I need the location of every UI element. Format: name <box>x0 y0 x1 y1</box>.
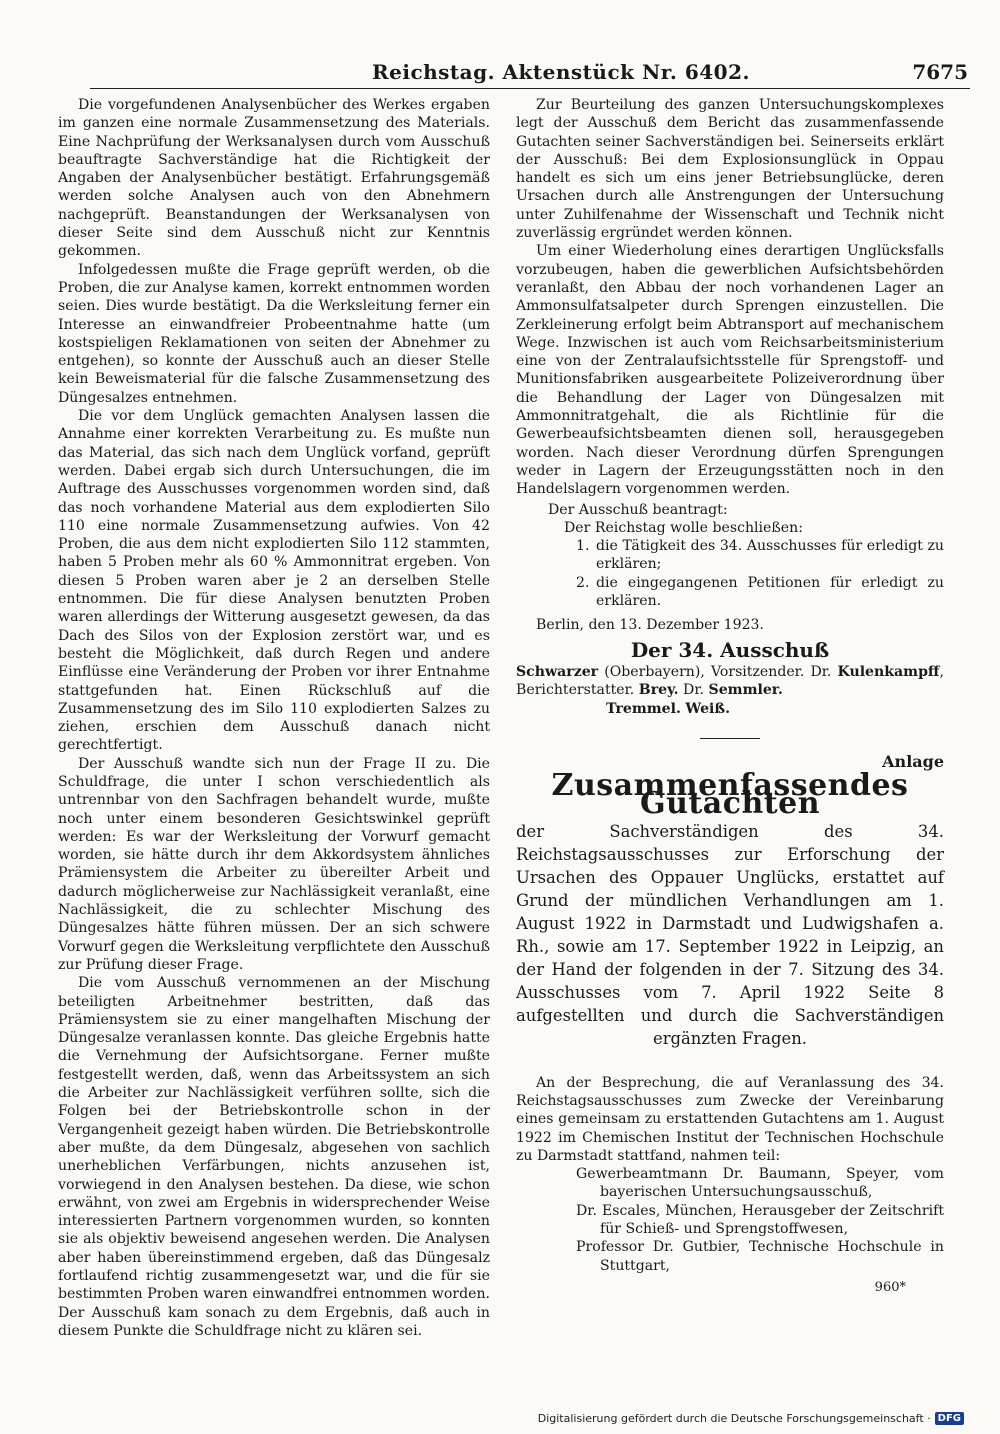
resolution-intro: Der Reichstag wolle beschließen: <box>564 519 803 536</box>
page-number: 7675 <box>912 60 968 84</box>
participant: Professor Dr. Gutbier, Technische Hochschule in Stuttgart, <box>576 1239 944 1274</box>
signer-member: Tremmel. <box>606 700 681 717</box>
list-text: die eingegangenen Petitionen für erledigt zu erklären. <box>596 574 944 610</box>
paragraph: Um einer Wiederholung eines derartigen Unglücksfalls vorzubeugen, haben die gewerblichen Aufsichtsbehörden veranlaßt, den Abbau der noch vorhandenen Lager an Ammonsulfatsalpeter durch Sprengen einzustellen. Die Zerkleinerung erfolgt beim Abtransport auf mechanischem Wege. Inzwischen ist auch vom Reichsarbeitsministerium eine von der Zentralaufsichtsstelle für Sprengstoff- und Munitionsfabriken ausgearbeitete Polizeiverordnung über die Behandlung der Lager von Düngesalzen mit Ammonnitratgehalt, die als Richtlinie für die Gewerbeaufsichtsbeamten dienen soll, herausgegeben worden. Nach dieser Verordnung dürfen Sprengungen weder in Lagern der Erzeugungsstätten noch in den Handelslagern vorgenommen werden. <box>516 243 944 498</box>
spacer <box>516 1050 944 1074</box>
signer-member: Weiß. <box>685 700 731 717</box>
paragraph: Die vom Ausschuß vernommenen an der Mischung beteiligten Arbeitnehmer bestritten, daß das Prämiensystem sie zu einer mangelhaften Mischung der Düngesalze veranlassen konnte. Das gleiche Ergebnis hatte die Vernehmung der Aufsichtsorgane. Ferner mußte festgestellt werden, daß, wenn das Arbeitssystem an sich die Arbeiter zur Nachlässigkeit verführen sollte, sich die Folgen bei der Betriebskontrolle schon in der Vergangenheit gezeigt haben würden. Die Betriebskontrolle aber mußte, da dem Düngesalz, abgesehen von sachlich unerheblichen Verfärbungen, nichts anzusehen ist, vorwiegend in den Analysen bestehen. Da diese, wie schon erwähnt, von zwei am Ergebnis in widersprechender Weise interessierten Partnern vorgenommen wurden, so konnten sie als objektiv beweisend angesehen werden. Die Analysen aber haben übereinstimmend ergeben, daß das Düngesalz fortlaufend richtig zusammengesetzt war, und die für sie bestimmten Proben waren einwandfrei entnommen worden. Der Ausschuß kam sonach zu dem Ergebnis, daß auch in diesem Punkte die Schuldfrage nicht zu klären sei. <box>58 975 490 1339</box>
signer-member: Brey. <box>638 682 679 699</box>
signer-chair: Schwarzer <box>516 663 599 680</box>
paragraph: Die vorgefundenen Analysenbücher des Werkes ergaben im ganzen eine normale Zusammensetzung des Materials. Eine Nachprüfung der Werksanalysen durch vom Ausschuß beauftragte Sachverständige hat die Richtigkeit der Angaben der Analysenbücher bestätigt. Erfahrungsgemäß werden solche Analysen auch von den Abnehmern nachgeprüft. Beanstandungen der Werksanalysen von dieser Seite sind dem Ausschuß nicht zur Kenntnis gekommen. <box>58 97 490 260</box>
paragraph: An der Besprechung, die auf Veranlassung des 34. Reichstagsausschusses zum Zwecke der Vereinbarung eines gemeinsam zu erstattenden Gutachtens am 1. August 1922 im Chemischen Institut der Technischen Hochschule zu Darmstadt stattfand, nahmen teil: <box>516 1074 944 1164</box>
report-title: Zusammenfassendes Gutachten <box>551 768 909 822</box>
list-item <box>516 574 944 611</box>
paragraph: Die vor dem Unglück gemachten Analysen lassen die Annahme einer korrekten Verarbeitung zu. Es mußte nun das Material, das sich nach dem Unglück vorfand, geprüft werden. Dabei ergab sich durch Untersuchungen, die im Auftrage des Ausschusses vorgenommen worden sind, daß das noch vorhandene Material aus dem explodierten Silo 110 eine normale Zusammensetzung aufwies. Von 42 Proben, die aus dem nicht explodierten Silo 112 stammten, haben 5 Proben mehr als 60 % Ammonnitrat ergeben. Von diesen 5 Proben waren aber je 2 an derselben Stelle entnommen. Die für diese Analysen benutzten Proben waren allerdings der Witterung ausgesetzt gewesen, da das Dach des Silos von der Explosion zerstört war, und es besteht die Möglichkeit, daß durch Regen und andere Einflüsse eine Veränderung der Proben vor ihrer Entnahme stattgefunden hat. Einen Rückschluß auf die Zusammensetzung des im Silo 110 explodierten Salzes zu ziehen, erschien dem Ausschuß danach nicht gerechtfertigt. <box>58 408 490 754</box>
paragraph: Der Ausschuß wandte sich nun der Frage II zu. Die Schuldfrage, die unter I schon verschiedentlich als untrennbar von den Sachfragen behandelt wurde, mußte noch unter einem besonderen Gesichtswinkel geprüft werden: Es war der Werksleitung der Vorwurf gemacht worden, sie hätte durch ihr dem Akkordsystem ähnliches Prämiensystem die Arbeiter zu übereilter Arbeit und dadurch möglicherweise zur Nachlässigkeit veranlaßt, eine Nachlässigkeit, die zu schlechter Mischung des Düngesalzes hätte führen müssen. Der an sich schwere Vorwurf gegen die Werksleitung verpflichtete den Ausschuß zur Prüfung dieser Frage. <box>58 755 490 973</box>
committee-heading: Der 34. Ausschuß <box>630 637 830 662</box>
right-column <box>516 96 944 1297</box>
report-subtitle: der Sachverständigen des 34. Reichstagsausschusses zur Erforschung der Ursachen des Oppauer Unglücks, erstattet auf Grund der mündlichen Verhandlungen am 1. August 1922 in Darmstadt und Ludwigshafen a. Rh., sowie am 17. September 1922 in Leipzig, an der Hand der folgenden in der 7. Sitzung des 34. Ausschusses vom 7. April 1922 Seite 8 aufgestellten und durch die Sachverständigen ergänzten Fragen. <box>516 821 944 1048</box>
participant: Gewerbeamtmann Dr. Baumann, Speyer, vom bayerischen Untersuchungsausschuß, <box>576 1166 944 1201</box>
signer-rapporteur: Kulenkampff <box>837 663 940 680</box>
left-column <box>58 96 490 1340</box>
participant: Dr. Escales, München, Herausgeber der Zeitschrift für Schieß- und Sprengstoffwesen, <box>576 1202 944 1238</box>
signer-chair-role: (Oberbayern), Vorsitzender. Dr. <box>598 663 838 680</box>
list-number: 2. <box>576 574 590 591</box>
paragraph: Zur Beurteilung des ganzen Untersuchungskomplexes legt der Ausschuß dem Bericht das zusammenfassende Gutachten seiner Sachverständigen bei. Seinerseits erklärt der Ausschuß: Bei dem Explosionsunglück in Oppau handelt es sich um eins jener Betriebsunglücke, deren Ursachen durch alle Anstrengungen der Untersuchung unter Zuhilfenahme der Wissenschaft und Technik nicht zuverlässig ergründet werden können. <box>516 97 944 242</box>
signers <box>516 663 944 718</box>
list-number: 1. <box>576 538 590 555</box>
running-title: Reichstag. Aktenstück Nr. 6402. <box>372 60 750 84</box>
signer-member: Semmler. <box>708 682 783 699</box>
page-header <box>90 58 970 89</box>
section-divider <box>700 738 760 739</box>
annex-label: Anlage <box>882 751 944 771</box>
list-item <box>516 537 944 574</box>
signer-prefix: Dr. <box>678 682 709 699</box>
signature-mark: 960* <box>874 1279 906 1295</box>
list-text: die Tätigkeit des 34. Ausschusses für erledigt zu erklären; <box>596 538 944 573</box>
footer <box>538 1408 964 1428</box>
paragraph: Infolgedessen mußte die Frage geprüft werden, ob die Proben, die zur Analyse kamen, korrekt entnommen worden seien. Dies wurde bestätigt. Da die Werksleitung ferner ein Interesse an einwandfreier Probeentnahme hatte (um kostspieligen Reklamationen von seiten der Abnehmer zu entgehen), so konnte der Ausschuß auch an dieser Stelle kein Beweismaterial für die falsche Zusammensetzung des Düngesalzes entnehmen. <box>58 261 490 406</box>
signer-rapporteur-role: , Berichterstatter. <box>516 663 944 699</box>
footer-text: Digitalisierung gefördert durch die Deutsche Forschungsgemeinschaft · <box>537 1411 931 1425</box>
dateline: Berlin, den 13. Dezember 1923. <box>536 617 764 634</box>
motion-intro: Der Ausschuß beantragt: <box>548 501 728 518</box>
dfg-logo-icon: DFG <box>935 1412 964 1425</box>
